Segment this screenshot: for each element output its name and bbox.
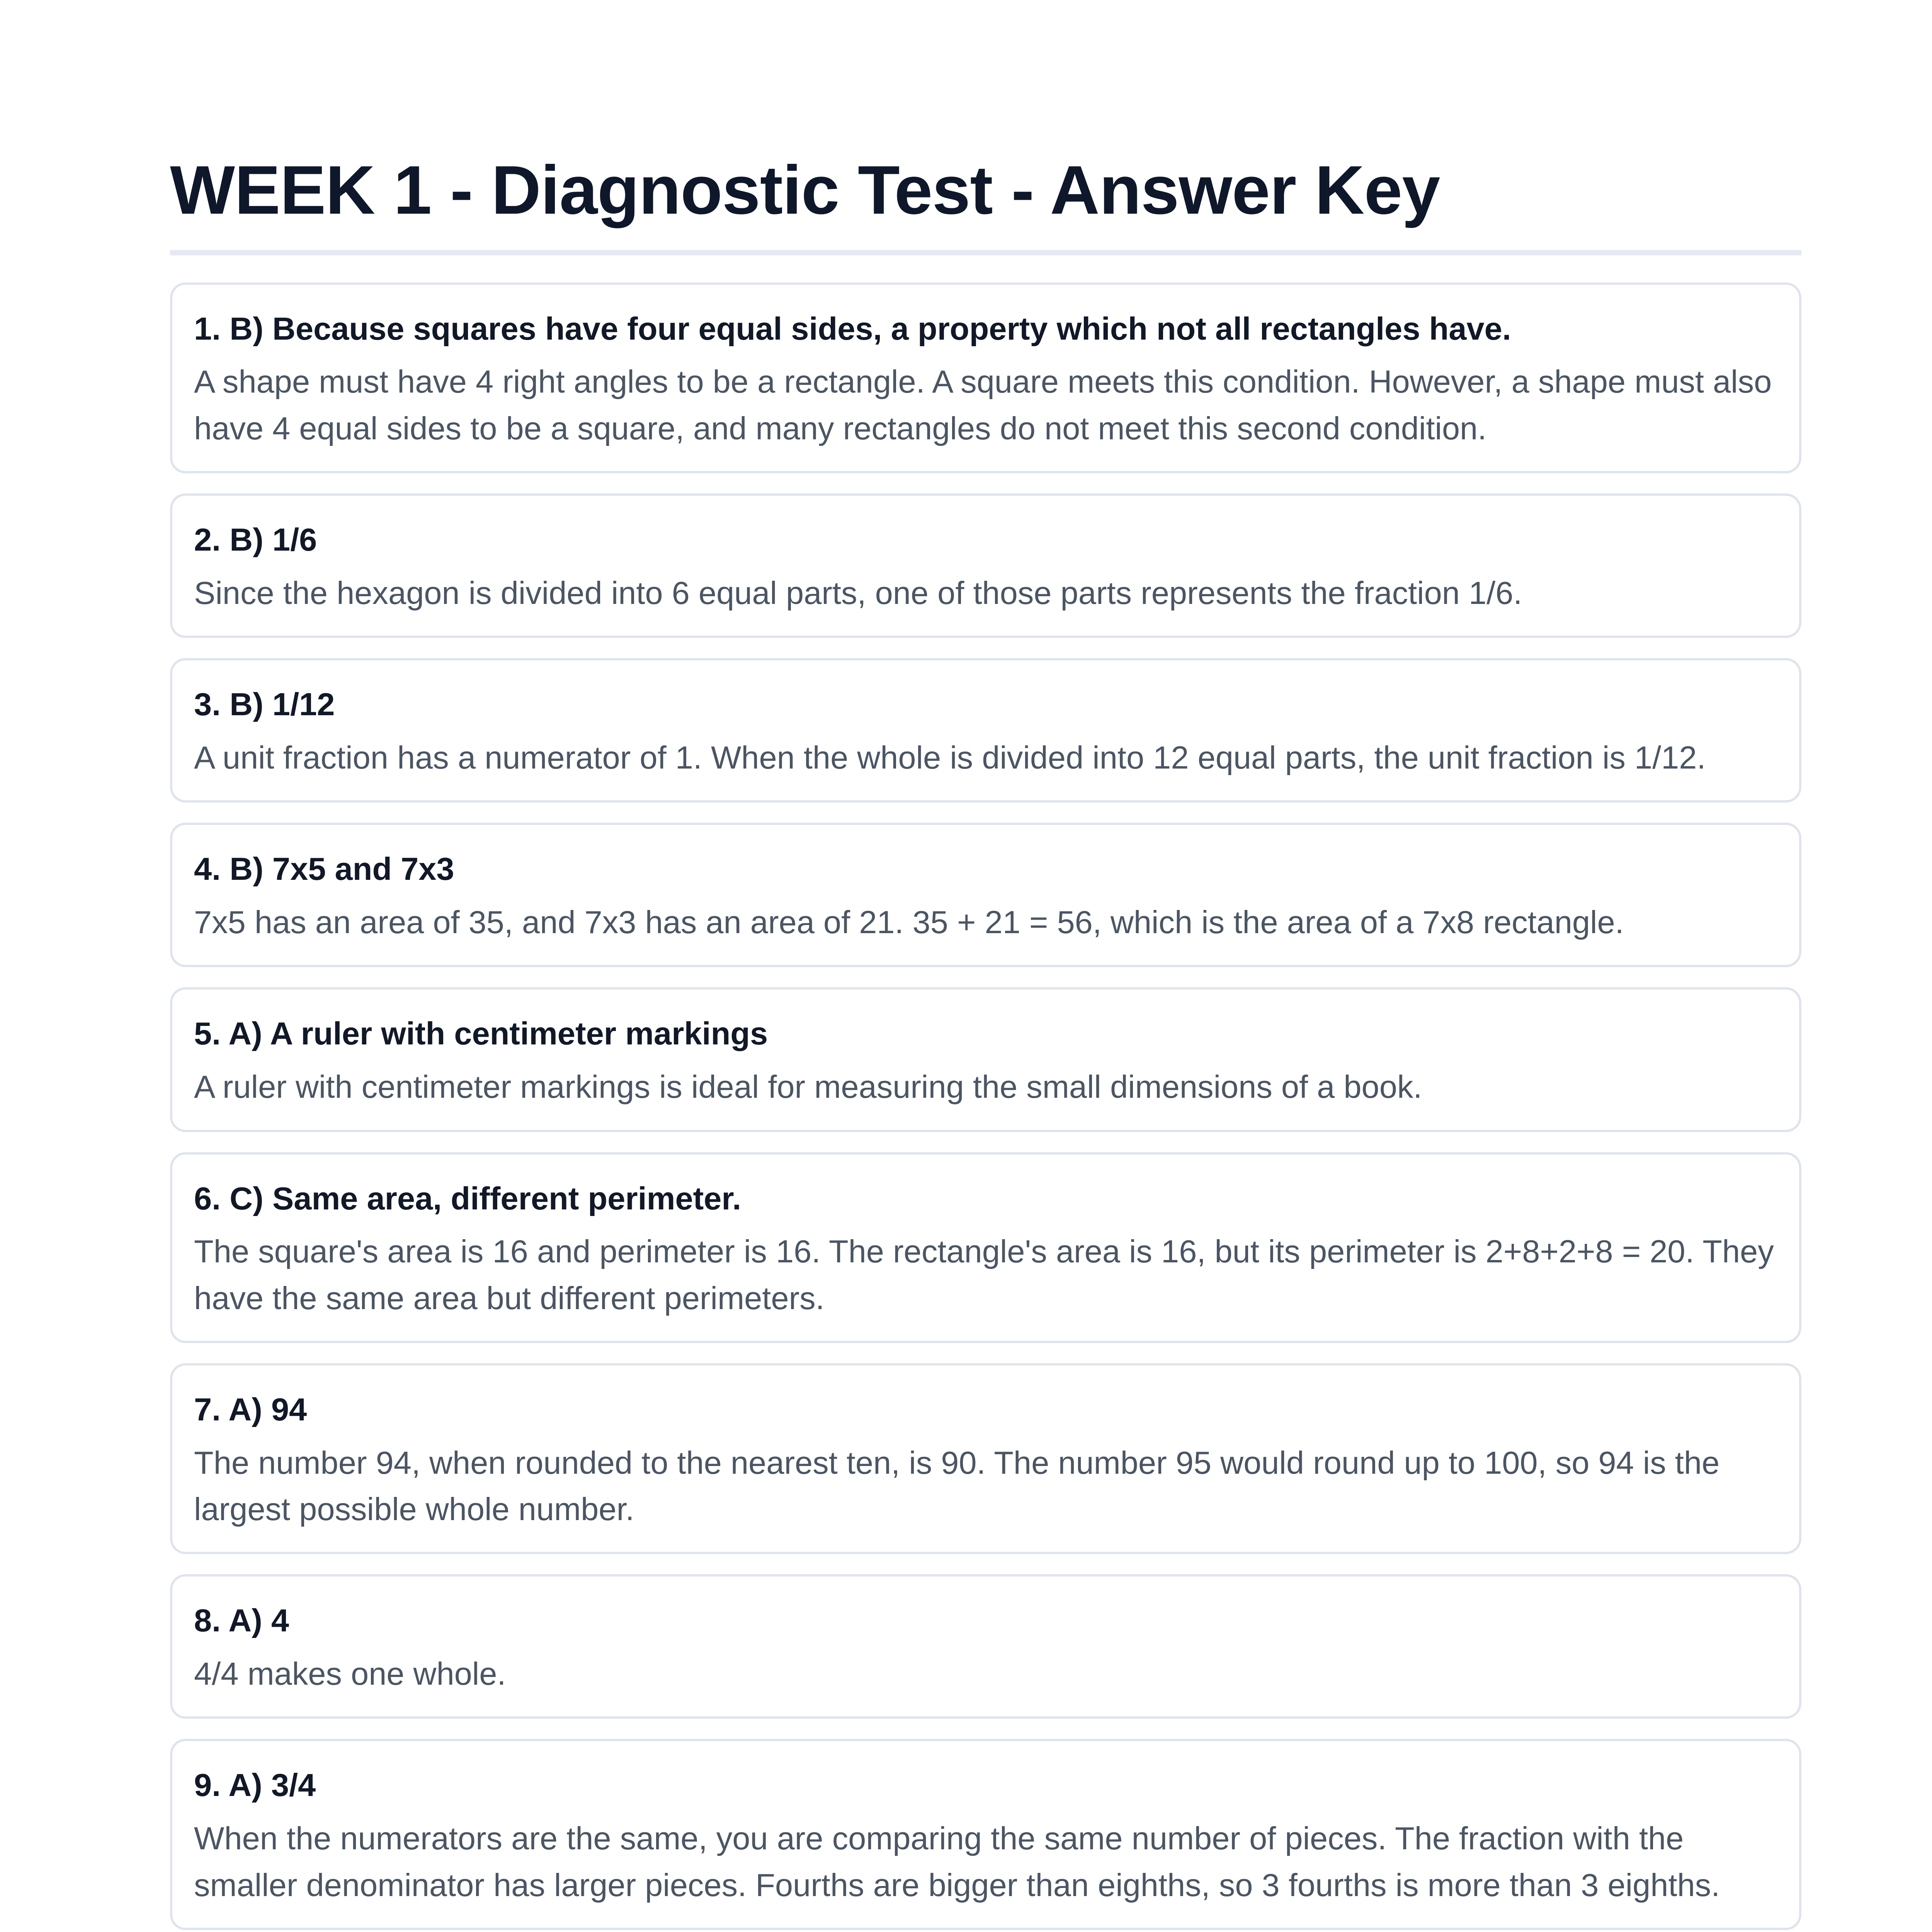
answer-card-8 (170, 1574, 1801, 1719)
answer-card-6 (170, 1152, 1801, 1343)
answer-card-9 (170, 1739, 1801, 1930)
answer-heading: 9. A) 3/4 (194, 1767, 316, 1803)
answer-explanation: 4/4 makes one whole. (194, 1656, 506, 1692)
answer-explanation: A shape must have 4 right angles to be a rectangle. A square meets this condition. However, a shape must also have 4 equal sides to be a square, and many rectangles do not meet this second condition. (194, 364, 1772, 446)
answer-explanation: 7x5 has an area of 35, and 7x3 has an area of 21. 35 + 21 = 56, which is the area of a 7x8 rectangle. (194, 904, 1624, 940)
answer-heading: 8. A) 4 (194, 1602, 289, 1639)
answer-card-4 (170, 823, 1801, 967)
answer-heading: 1. B) Because squares have four equal sides, a property which not all rectangles have. (194, 310, 1511, 347)
title-divider (170, 250, 1801, 255)
answer-explanation: When the numerators are the same, you are comparing the same number of pieces. The fraction with the smaller denominator has larger pieces. Fourths are bigger than eighths, so 3 fourths is more than 3 eighths. (194, 1820, 1720, 1903)
answer-card-7 (170, 1363, 1801, 1554)
answer-heading: 5. A) A ruler with centimeter markings (194, 1015, 768, 1052)
answer-heading: 4. B) 7x5 and 7x3 (194, 851, 454, 887)
page-title: WEEK 1 - Diagnostic Test - Answer Key (170, 151, 1440, 228)
answer-card-3 (170, 658, 1801, 803)
answer-explanation: The square's area is 16 and perimeter is 16. The rectangle's area is 16, but its perimeter is 2+8+2+8 = 20. They have the same area but different perimeters. (194, 1233, 1774, 1316)
answer-card-5 (170, 987, 1801, 1132)
answer-heading: 3. B) 1/12 (194, 686, 335, 723)
answer-heading: 2. B) 1/6 (194, 522, 317, 558)
answer-card-2 (170, 493, 1801, 638)
answer-heading: 6. C) Same area, different perimeter. (194, 1180, 742, 1216)
answer-heading: 7. A) 94 (194, 1391, 307, 1427)
answer-explanation: The number 94, when rounded to the nearest ten, is 90. The number 95 would round up to 100, so 94 is the largest possible whole number. (194, 1444, 1720, 1527)
answer-key-page (170, 151, 1801, 1932)
answer-card-1 (170, 282, 1801, 473)
answer-explanation: A unit fraction has a numerator of 1. When the whole is divided into 12 equal parts, the unit fraction is 1/12. (194, 739, 1706, 776)
answer-explanation: A ruler with centimeter markings is ideal for measuring the small dimensions of a book. (194, 1069, 1422, 1105)
answer-explanation: Since the hexagon is divided into 6 equal parts, one of those parts represents the fraction 1/6. (194, 575, 1522, 611)
